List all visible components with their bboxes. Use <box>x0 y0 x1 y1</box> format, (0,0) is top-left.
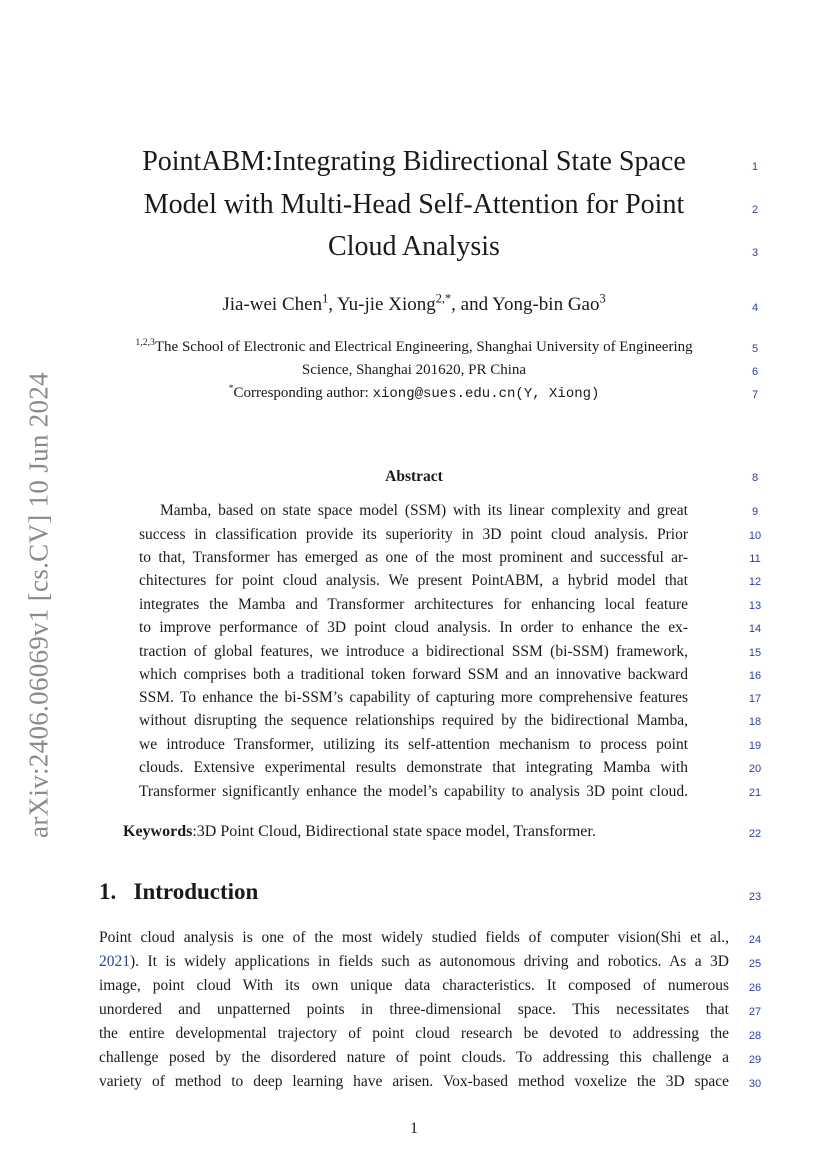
affiliation-text: The School of Electronic and Electrical Engineering, Shanghai University of Engineering <box>154 339 693 355</box>
correspondence-line <box>100 385 728 402</box>
abstract-line: chitectures for point cloud analysis. We present PointABM, a hybrid model that <box>139 572 688 589</box>
line-number: 12 <box>748 576 762 588</box>
title-line-3: Cloud Analysis <box>328 231 500 262</box>
title-line-1: PointABM:Integrating Bidirectional State Space <box>142 146 686 177</box>
section-title: Introduction <box>133 879 259 904</box>
keywords <box>123 823 596 841</box>
author-2-affil: 2,* <box>435 291 452 306</box>
line-number: 21 <box>748 787 762 799</box>
line-number: 3 <box>751 247 759 259</box>
abstract-line: traction of global features, we introduce a bidirectional SSM (bi-SSM) framework, <box>139 643 688 660</box>
line-number: 20 <box>748 763 762 775</box>
line-number: 29 <box>748 1054 762 1066</box>
line-number: 27 <box>748 1006 762 1018</box>
line-number: 9 <box>751 506 759 518</box>
line-number: 17 <box>748 693 762 705</box>
affiliation-sup: 1,2,3 <box>135 337 155 348</box>
intro-line: image, point cloud With its own unique data characteristics. It composed of numerous <box>99 977 729 994</box>
affiliation-line-2: Science, Shanghai 201620, PR China <box>301 362 527 378</box>
author-3: and Yong-bin Gao <box>460 294 600 315</box>
intro-line: variety of method to deep learning have arisen. Vox-based method voxelize the 3D space <box>99 1073 729 1090</box>
line-number: 19 <box>748 740 762 752</box>
line-number: 1 <box>751 161 759 173</box>
abstract-line: integrates the Mamba and Transformer architectures for enhancing local feature <box>139 596 688 613</box>
correspondence-label: Corresponding author: <box>233 385 373 401</box>
line-number: 7 <box>751 389 759 401</box>
line-number: 2 <box>751 204 759 216</box>
line-number: 5 <box>751 343 759 355</box>
line-number: 16 <box>748 670 762 682</box>
arxiv-stamp: arXiv:2406.06069v1 [cs.CV] 10 Jun 2024 <box>23 372 54 838</box>
section-number: 1. <box>99 879 117 904</box>
author-3-affil: 3 <box>599 291 606 306</box>
keywords-text: :3D Point Cloud, Bidirectional state space model, Transformer. <box>192 823 596 840</box>
line-number: 30 <box>748 1078 762 1090</box>
line-number: 23 <box>748 891 762 903</box>
page-number: 1 <box>410 1120 418 1137</box>
abstract-line: SSM. To enhance the bi-SSM’s capability of capturing more comprehensive features <box>139 689 688 706</box>
author-1-affil: 1 <box>322 291 329 306</box>
line-number: 18 <box>748 716 762 728</box>
line-number: 15 <box>748 647 762 659</box>
line-number: 13 <box>748 600 762 612</box>
correspondence-sup: * <box>228 383 234 394</box>
abstract-line: to that, Transformer has emerged as one of the most prominent and successful ar- <box>139 549 688 566</box>
abstract-line: we introduce Transformer, utilizing its self-attention mechanism to process point <box>139 736 688 753</box>
line-number: 11 <box>749 553 761 565</box>
citation-link[interactable]: 2021 <box>99 953 130 970</box>
abstract-line: Transformer significantly enhance the model’s capability to analysis 3D point cloud. <box>139 783 688 800</box>
author-2: Yu-jie Xiong <box>337 294 436 315</box>
abstract-heading: Abstract <box>385 468 443 485</box>
intro-line <box>99 953 729 971</box>
abstract-line: clouds. Extensive experimental results demonstrate that integrating Mamba with <box>139 759 688 776</box>
arxiv-sidebar <box>0 365 78 845</box>
line-number: 14 <box>748 623 762 635</box>
line-number: 25 <box>748 958 762 970</box>
author-1: Jia-wei Chen <box>222 294 323 315</box>
affiliation-line-1 <box>100 339 728 356</box>
line-number: 6 <box>751 366 759 378</box>
intro-line: challenge posed by the disordered nature of point clouds. To addressing this challenge a <box>99 1049 729 1066</box>
intro-line: Point cloud analysis is one of the most widely studied fields of computer vision(Shi et al., <box>99 929 729 946</box>
section-heading <box>99 879 258 905</box>
intro-line: the entire developmental trajectory of point cloud research be devoted to addressing the <box>99 1025 729 1042</box>
line-number: 4 <box>751 302 759 314</box>
line-number: 28 <box>748 1030 762 1042</box>
abstract-line: to improve performance of 3D point cloud analysis. In order to enhance the ex- <box>139 619 688 636</box>
author-list: Jia-wei Chen$^1$, Yu-jie Xiong$^{2,*}$, and Yong-bin Gao$^3$ <box>222 291 606 315</box>
intro-line: unordered and unpatterned points in three-dimensional space. This necessitates that <box>99 1001 729 1018</box>
line-number: 24 <box>748 934 762 946</box>
abstract-line: which comprises both a traditional token forward SSM and an innovative backward <box>139 666 688 683</box>
abstract-line: success in classification provide its superiority in 3D point cloud analysis. Prior <box>139 526 688 543</box>
line-number: 8 <box>751 472 759 484</box>
intro-line-text: ). It is widely applications in fields such as autonomous driving and robotics. As a 3D <box>130 953 729 970</box>
correspondence-email: xiong@sues.edu.cn(Y, Xiong) <box>372 386 600 402</box>
line-number: 22 <box>748 828 762 840</box>
line-number: 10 <box>748 530 762 542</box>
abstract-line: Mamba, based on state space model (SSM) with its linear complexity and great <box>160 502 688 519</box>
line-number: 26 <box>748 982 762 994</box>
keywords-label: Keywords <box>123 823 193 840</box>
title-line-2: Model with Multi-Head Self-Attention for Point <box>143 189 685 220</box>
abstract-line: without disrupting the sequence relationships required by the bidirectional Mamba, <box>139 712 688 729</box>
